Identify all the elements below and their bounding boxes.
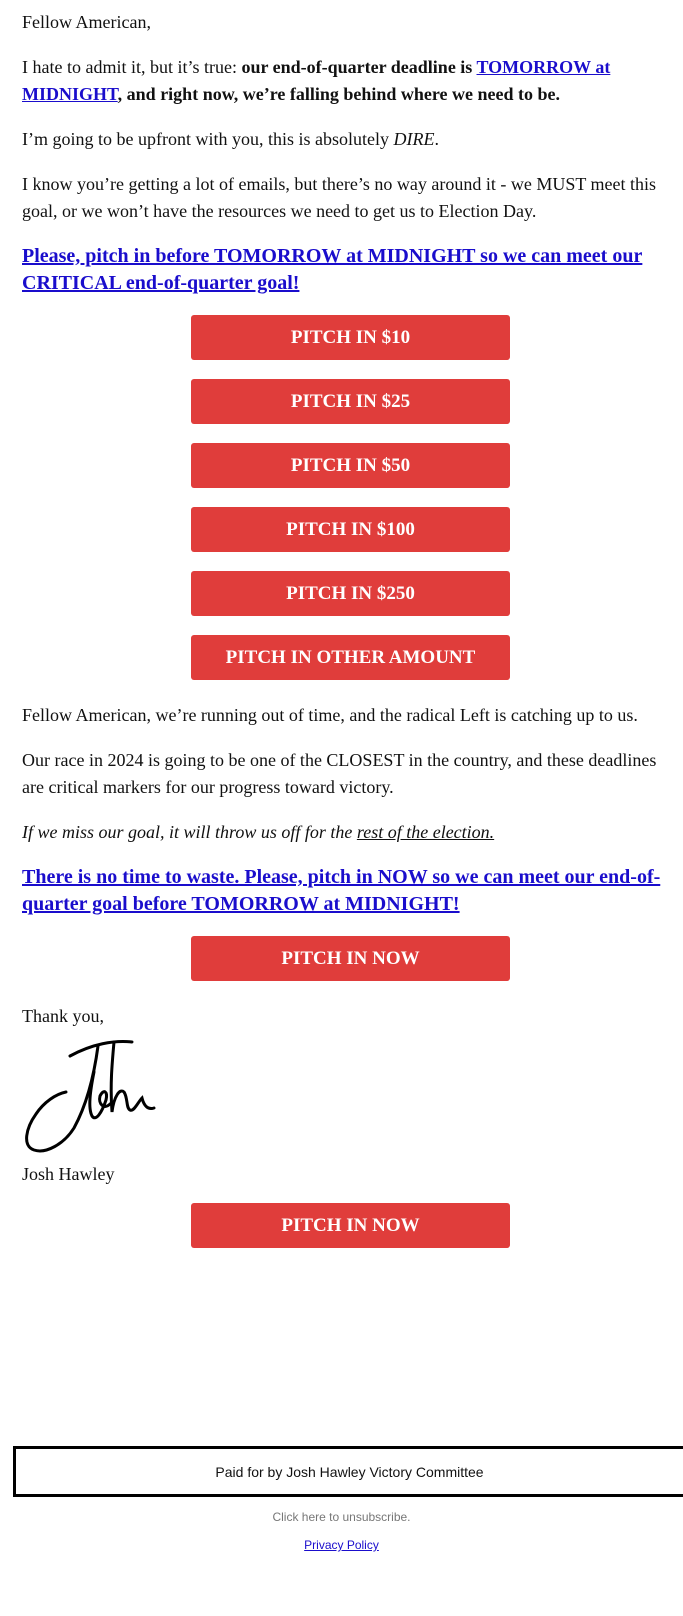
paragraph-dire <box>22 126 660 153</box>
signoff: Thank you, <box>22 1006 104 1026</box>
paragraph-emails: I know you’re getting a lot of emails, but there’s no way around it - we MUST meet this goal, or we won’t have the resources we need to get us to Election Day. <box>22 174 657 221</box>
unsubscribe-line <box>0 1510 683 1524</box>
paragraph-deadline <box>22 54 660 108</box>
tomorrow-midnight-link[interactable]: TOMORROW at MIDNIGHT <box>22 57 611 104</box>
pitch-in-10-button[interactable]: PITCH IN $10 <box>191 315 510 360</box>
pitch-in-25-button[interactable]: PITCH IN $25 <box>191 379 510 424</box>
pitch-in-other-amount-button[interactable]: PITCH IN OTHER AMOUNT <box>191 635 510 680</box>
paragraph-miss-goal <box>22 819 660 846</box>
greeting: Fellow American, <box>22 12 151 32</box>
paragraph-miss-goal-underlined: rest of the election. <box>356 822 495 842</box>
signature-image <box>22 1036 162 1156</box>
paid-for-text: Paid for by Josh Hawley Victory Committee <box>215 1463 484 1480</box>
paragraph-dire-end: . <box>434 129 439 149</box>
paragraph-dire-italic: DIRE <box>393 129 435 149</box>
cta-link-paragraph-2 <box>22 864 662 918</box>
pitch-in-now-button-2[interactable]: PITCH IN NOW <box>191 1203 510 1248</box>
paragraph-miss-goal-text: If we miss our goal, it will throw us off for the <box>22 822 357 842</box>
paid-for-disclaimer <box>13 1446 683 1497</box>
button-row <box>0 507 683 552</box>
paragraph-deadline-bold-a: our end-of-quarter deadline is <box>241 57 477 77</box>
paragraph-running-out: Fellow American, we’re running out of time, and the radical Left is catching up to us. <box>22 705 638 725</box>
button-row <box>0 571 683 616</box>
cta-link-paragraph-1 <box>22 243 662 297</box>
paragraph-deadline-lead: I hate to admit it, but it’s true: <box>22 57 242 77</box>
paragraph-dire-text: I’m going to be upfront with you, this is absolutely <box>22 129 394 149</box>
donation-button-stack <box>22 315 661 680</box>
unsubscribe-link[interactable]: Click here to unsubscribe. <box>272 1510 411 1524</box>
pitch-in-250-button[interactable]: PITCH IN $250 <box>191 571 510 616</box>
pitch-in-now-button-1[interactable]: PITCH IN NOW <box>191 936 510 981</box>
cta-link-1[interactable]: Please, pitch in before TOMORROW at MIDNIGHT so we can meet our CRITICAL end-of-quarter goal! <box>22 245 643 294</box>
button-row <box>0 443 683 488</box>
pitch-in-100-button[interactable]: PITCH IN $100 <box>191 507 510 552</box>
paragraph-race-2024: Our race in 2024 is going to be one of the CLOSEST in the country, and these deadlines are critical markers for our progress toward victory. <box>22 750 657 797</box>
button-row <box>0 635 683 680</box>
email-content <box>0 9 661 1248</box>
pitch-in-50-button[interactable]: PITCH IN $50 <box>191 443 510 488</box>
button-row <box>0 379 683 424</box>
button-row <box>0 315 683 360</box>
signer-name: Josh Hawley <box>22 1164 115 1184</box>
button-row <box>0 936 683 981</box>
cta-link-2[interactable]: There is no time to waste. Please, pitch in NOW so we can meet our end-of-quarter goal before TOMORROW at MIDNIGHT! <box>22 866 661 915</box>
privacy-policy-link[interactable]: Privacy Policy <box>304 1538 379 1552</box>
paragraph-deadline-bold-b: , and right now, we’re falling behind where we need to be. <box>117 84 561 104</box>
button-row <box>0 1203 683 1248</box>
privacy-line <box>0 1538 683 1552</box>
